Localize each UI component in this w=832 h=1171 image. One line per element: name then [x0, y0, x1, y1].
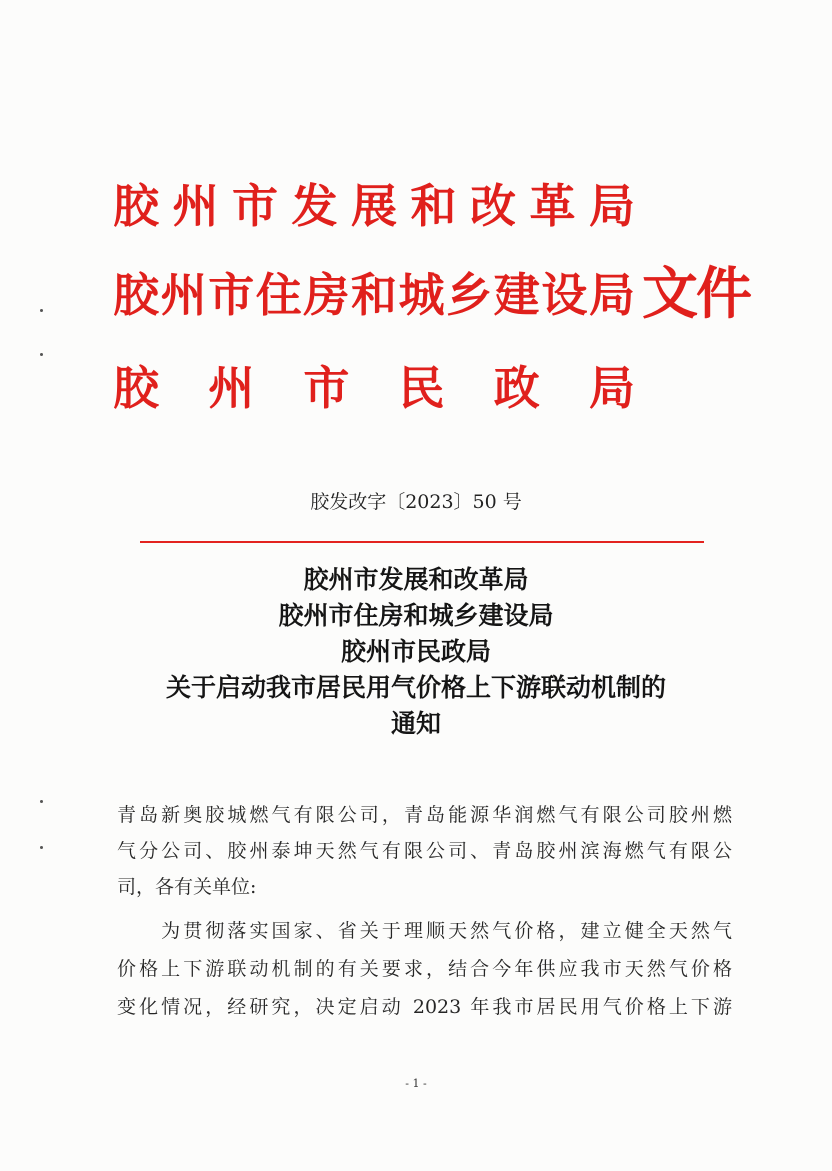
title-line: 关于启动我市居民用气价格上下游联动机制的	[165, 673, 666, 702]
masthead-char: 和	[410, 179, 457, 233]
body-paragraph-line: 为贯彻落实国家、省关于理顺天然气价格，建立健全天然气	[117, 920, 732, 942]
masthead-char: 住	[255, 268, 302, 322]
masthead-char: 市	[232, 179, 278, 233]
masthead-char: 民	[398, 361, 445, 415]
masthead-char: 州	[208, 361, 255, 415]
masthead-char: 革	[529, 179, 576, 233]
masthead-char: 政	[493, 361, 540, 415]
masthead-line-2	[113, 268, 635, 322]
masthead-char: 胶	[113, 179, 159, 233]
masthead-char: 局	[588, 268, 635, 322]
masthead-char: 市	[208, 268, 255, 322]
masthead-char: 改	[470, 179, 516, 233]
masthead-char: 局	[589, 179, 635, 233]
masthead-char: 房	[303, 268, 350, 322]
title-line: 胶州市发展和改革局	[303, 565, 529, 594]
masthead-suffix-wenjian: 文件	[642, 261, 750, 327]
scan-mark	[40, 353, 43, 356]
masthead-char: 和	[350, 268, 397, 322]
masthead-char: 城	[398, 268, 445, 322]
masthead-line-3	[113, 361, 635, 415]
addressee-line: 青岛新奥胶城燃气有限公司，青岛能源华润燃气有限公司胶州燃	[117, 804, 732, 826]
masthead-char: 局	[588, 361, 635, 415]
masthead-char: 乡	[446, 268, 493, 322]
document-title	[0, 562, 832, 742]
red-divider-line	[140, 541, 704, 543]
masthead-char: 州	[160, 268, 207, 322]
title-line: 胶州市住房和城乡建设局	[278, 601, 554, 630]
masthead-char: 发	[291, 179, 338, 233]
scan-mark	[40, 800, 43, 803]
body-paragraph-line: 价格上下游联动机制的有关要求，结合今年供应我市天然气价格	[117, 958, 732, 980]
title-line: 胶州市民政局	[340, 637, 491, 666]
masthead-char: 展	[351, 179, 397, 233]
page-number: - 1 -	[405, 1077, 427, 1090]
masthead-char: 胶	[113, 268, 159, 322]
masthead-char: 市	[303, 361, 350, 415]
masthead-char: 州	[172, 179, 219, 233]
title-line: 通知	[390, 709, 441, 738]
masthead-char: 设	[541, 268, 588, 322]
body-paragraph-line: 变化情况，经研究，决定启动 2023 年我市居民用气价格上下游	[117, 996, 732, 1018]
masthead-char: 建	[493, 268, 540, 322]
addressee-line: 气分公司、胶州泰坤天然气有限公司、青岛胶州滨海燃气有限公	[117, 840, 732, 862]
document-number: 胶发改字〔2023〕50 号	[310, 491, 522, 513]
masthead-line-1	[113, 179, 635, 233]
scan-mark	[40, 309, 43, 312]
masthead-char: 胶	[113, 361, 159, 415]
addressee-line: 司，各有关单位:	[117, 876, 257, 898]
scan-mark	[40, 846, 43, 849]
